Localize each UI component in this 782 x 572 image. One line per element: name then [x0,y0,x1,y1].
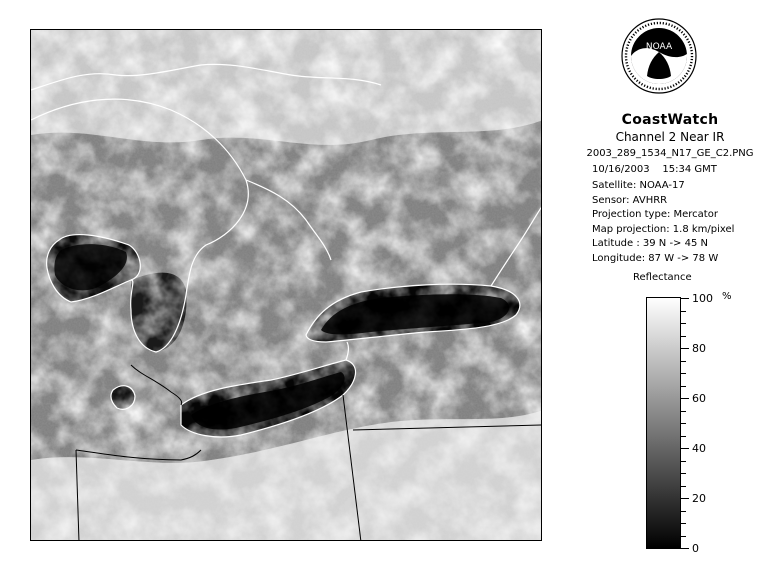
colorbar-tick-label: 20 [692,492,706,505]
map-projection-label: Map projection: 1.8 km/pixel [592,224,735,235]
colorbar-unit: % [722,291,732,302]
colorbar-title: Reflectance [633,272,692,283]
colorbar-minor-tick [681,511,686,512]
colorbar-major-tick [681,398,689,399]
satellite-image [30,29,542,541]
longitude-range-label: Longitude: 87 W -> 78 W [592,253,719,264]
cloud-band-north [31,30,542,145]
colorbar-minor-tick [681,386,686,387]
acquisition-datetime [592,164,717,175]
colorbar-minor-tick [681,473,686,474]
acquisition-time: 15:34 GMT [662,164,717,175]
colorbar-tick-label: 100 [692,292,713,305]
colorbar-major-tick [681,548,689,549]
colorbar-minor-tick [681,523,686,524]
logo-text: NOAA [645,42,673,52]
colorbar-minor-tick [681,461,686,462]
colorbar-minor-tick [681,336,686,337]
colorbar-major-tick [681,298,689,299]
colorbar-minor-tick [681,311,686,312]
colorbar-tick-label: 60 [692,392,706,405]
satellite-map-svg [31,30,542,541]
projection-type-label: Projection type: Mercator [592,209,718,220]
colorbar-minor-tick [681,536,686,537]
colorbar-minor-tick [681,361,686,362]
colorbar-tick-label: 0 [692,542,699,555]
colorbar-major-tick [681,448,689,449]
colorbar-tick-label: 40 [692,442,706,455]
sensor-label: Sensor: AVHRR [592,195,668,206]
satellite-label: Satellite: NOAA-17 [592,180,685,191]
noaa-logo-icon [621,18,697,94]
image-filename: 2003_289_1534_N17_GE_C2.PNG [586,148,754,159]
colorbar-tick-label: 80 [692,342,706,355]
colorbar-minor-tick [681,423,686,424]
colorbar-minor-tick [681,486,686,487]
reflectance-colorbar [646,297,681,549]
acquisition-date: 10/16/2003 [592,164,650,175]
colorbar-minor-tick [681,436,686,437]
colorbar-minor-tick [681,411,686,412]
colorbar-minor-tick [681,373,686,374]
colorbar-minor-tick [681,323,686,324]
latitude-range-label: Latitude : 39 N -> 45 N [592,238,708,249]
colorbar-major-tick [681,348,689,349]
channel-subtitle: Channel 2 Near IR [615,130,725,144]
product-title: CoastWatch [621,112,719,128]
colorbar-major-tick [681,498,689,499]
